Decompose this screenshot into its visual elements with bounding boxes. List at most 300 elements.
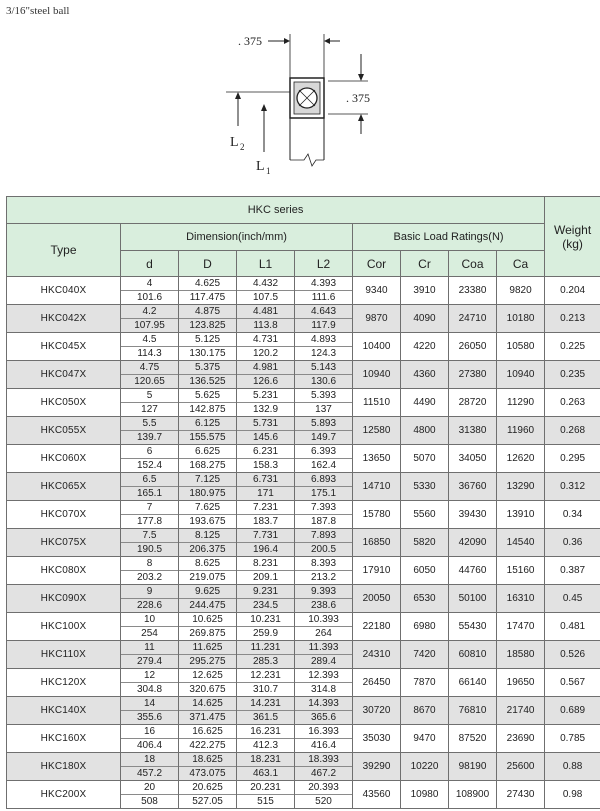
weight-value: 0.34 — [545, 501, 600, 529]
load-rating-Ca: 15160 — [497, 557, 545, 585]
load-rating-Cor: 10400 — [353, 333, 401, 361]
l2-subscript: 2 — [240, 142, 245, 152]
dimension-cell-D — [179, 445, 237, 473]
dimension-mm: 520 — [315, 795, 332, 807]
dimension-cell-L2 — [295, 305, 353, 333]
dimension-cell-d — [121, 417, 179, 445]
bearing-type: HKC140X — [7, 697, 121, 725]
dimension-cell-d — [121, 669, 179, 697]
load-rating-Coa: 87520 — [449, 725, 497, 753]
dimension-inch: 7.893 — [295, 529, 352, 543]
dimension-cell-d — [121, 361, 179, 389]
dimension-mm: 107.5 — [252, 291, 279, 303]
dimension-cell-L1 — [237, 389, 295, 417]
dimension-cell-D — [179, 585, 237, 613]
dimension-cell-L1 — [237, 473, 295, 501]
dimension-inch: 14.625 — [179, 697, 236, 711]
dimension-mm: 117.9 — [311, 319, 336, 331]
dimension-inch: 6.625 — [179, 445, 236, 459]
weight-value: 0.387 — [545, 557, 600, 585]
load-rating-Cor: 39290 — [353, 753, 401, 781]
dimension-cell-L2 — [295, 753, 353, 781]
dimension-inch: 10.625 — [179, 613, 236, 627]
dimension-mm: 206.375 — [189, 543, 226, 555]
bearing-type: HKC110X — [7, 641, 121, 669]
dimension-inch: 4.393 — [295, 277, 352, 291]
dimension-inch: 5.143 — [295, 361, 352, 375]
dimension-cell-L1 — [237, 445, 295, 473]
dimension-mm: 259.9 — [252, 627, 279, 639]
load-rating-Cor: 43560 — [353, 781, 401, 809]
dimension-cell-D — [179, 725, 237, 753]
bearing-type: HKC060X — [7, 445, 121, 473]
dimension-mm: 130.175 — [189, 347, 226, 359]
dimension-mm: 355.6 — [136, 711, 163, 723]
bearing-type: HKC080X — [7, 557, 121, 585]
dimension-cell-L2 — [295, 277, 353, 305]
dimension-mm: 365.6 — [310, 711, 337, 723]
dimension-inch: 6 — [121, 445, 178, 459]
col-header-Cr: Cr — [401, 251, 449, 277]
table-row — [7, 697, 600, 725]
load-rating-Coa: 76810 — [449, 697, 497, 725]
dimension-inch: 5.375 — [179, 361, 236, 375]
dimension-inch: 7 — [121, 501, 178, 515]
load-rating-Cr: 6050 — [401, 557, 449, 585]
dimension-cell-L1 — [237, 277, 295, 305]
dimension-mm: 285.3 — [252, 655, 279, 667]
dimension-inch: 4.481 — [237, 305, 294, 319]
dimension-mm: 117.475 — [189, 291, 226, 303]
bearing-type: HKC065X — [7, 473, 121, 501]
dimension-inch: 4.731 — [237, 333, 294, 347]
dimension-inch: 20.231 — [237, 781, 294, 795]
weight-header: Weight (kg) — [545, 197, 600, 277]
dimension-mm: 269.875 — [189, 627, 226, 639]
table-row — [7, 333, 600, 361]
dimension-cell-L1 — [237, 585, 295, 613]
dimension-inch: 18.625 — [179, 753, 236, 767]
dimension-cell-d — [121, 557, 179, 585]
dimension-mm: 295.275 — [189, 655, 226, 667]
load-rating-Cor: 14710 — [353, 473, 401, 501]
load-rating-Cr: 6980 — [401, 613, 449, 641]
dimension-cell-L1 — [237, 529, 295, 557]
weight-value: 0.295 — [545, 445, 600, 473]
col-header-Coa: Coa — [449, 251, 497, 277]
dimension-mm: 361.5 — [252, 711, 279, 723]
dimension-mm: 165.1 — [136, 487, 163, 499]
dimension-inch: 7.125 — [179, 473, 236, 487]
dimension-inch: 8.125 — [179, 529, 236, 543]
dimension-mm: 175.1 — [310, 487, 337, 499]
dimension-mm: 171 — [257, 487, 274, 499]
dimension-header: Dimension(inch/mm) — [121, 224, 353, 251]
weight-value: 0.88 — [545, 753, 600, 781]
dimension-cell-D — [179, 333, 237, 361]
table-row — [7, 753, 600, 781]
spec-table-body — [7, 277, 600, 809]
load-rating-Ca: 25600 — [497, 753, 545, 781]
weight-value: 0.45 — [545, 585, 600, 613]
dimension-cell-d — [121, 529, 179, 557]
dimension-inch: 5.125 — [179, 333, 236, 347]
dimension-mm: 196.4 — [252, 543, 279, 555]
dimension-mm: 190.5 — [136, 543, 163, 555]
ball-size-caption: 3/16"steel ball — [6, 5, 70, 17]
dimension-cell-L2 — [295, 389, 353, 417]
weight-value: 0.98 — [545, 781, 600, 809]
dimension-mm: 467.2 — [310, 767, 337, 779]
dimension-mm: 187.8 — [310, 515, 337, 527]
bearing-type: HKC180X — [7, 753, 121, 781]
dimension-mm: 137 — [315, 403, 332, 415]
table-row — [7, 389, 600, 417]
dimension-mm: 264 — [315, 627, 332, 639]
load-rating-Coa: 98190 — [449, 753, 497, 781]
dimension-mm: 113.8 — [253, 319, 278, 331]
dimension-mm: 200.5 — [310, 543, 337, 555]
load-rating-Coa: 31380 — [449, 417, 497, 445]
load-rating-Cr: 10980 — [401, 781, 449, 809]
load-rating-Coa: 28720 — [449, 389, 497, 417]
dimension-inch: 4.625 — [179, 277, 236, 291]
bearing-type: HKC042X — [7, 305, 121, 333]
dimension-mm: 152.4 — [136, 459, 163, 471]
hkc-series-spec-table — [6, 196, 600, 809]
load-rating-Cr: 6530 — [401, 585, 449, 613]
dimension-mm: 508 — [141, 795, 158, 807]
dimension-inch: 9.393 — [295, 585, 352, 599]
dimension-inch: 7.393 — [295, 501, 352, 515]
load-rating-Cor: 30720 — [353, 697, 401, 725]
dimension-cell-L1 — [237, 305, 295, 333]
dimension-mm: 155.575 — [189, 431, 226, 443]
series-title: HKC series — [7, 197, 545, 224]
load-rating-Cr: 5070 — [401, 445, 449, 473]
dimension-mm: 320.675 — [189, 683, 226, 695]
dimension-inch: 6.893 — [295, 473, 352, 487]
dimension-mm: 126.6 — [252, 375, 279, 387]
load-rating-Cor: 9870 — [353, 305, 401, 333]
dimension-inch: 18.231 — [237, 753, 294, 767]
dimension-mm: 124.3 — [310, 347, 337, 359]
bearing-cross-section-drawing — [218, 26, 388, 176]
load-rating-Cr: 7870 — [401, 669, 449, 697]
weight-value: 0.213 — [545, 305, 600, 333]
dimension-mm: 213.2 — [310, 571, 337, 583]
dimension-cell-d — [121, 501, 179, 529]
load-rating-Cr: 9470 — [401, 725, 449, 753]
dimension-mm: 114.3 — [137, 347, 162, 359]
bearing-type: HKC100X — [7, 613, 121, 641]
dimension-cell-d — [121, 753, 179, 781]
dimension-mm: 463.1 — [252, 767, 279, 779]
dimension-cell-L1 — [237, 781, 295, 809]
load-rating-Cor: 9340 — [353, 277, 401, 305]
bearing-type: HKC160X — [7, 725, 121, 753]
dimension-mm: 412.3 — [252, 739, 279, 751]
load-rating-Cor: 20050 — [353, 585, 401, 613]
weight-value: 0.235 — [545, 361, 600, 389]
load-rating-Ca: 14540 — [497, 529, 545, 557]
dimension-cell-L1 — [237, 725, 295, 753]
load-rating-Cr: 4490 — [401, 389, 449, 417]
dimension-mm: 203.2 — [136, 571, 163, 583]
l1-subscript: 1 — [266, 166, 271, 176]
dimension-cell-L2 — [295, 361, 353, 389]
dimension-inch: 20 — [121, 781, 178, 795]
dimension-inch: 4.643 — [295, 305, 352, 319]
load-rating-Coa: 60810 — [449, 641, 497, 669]
dimension-mm: 289.4 — [310, 655, 337, 667]
dimension-cell-D — [179, 697, 237, 725]
dimension-mm: 120.2 — [252, 347, 279, 359]
dimension-cell-D — [179, 277, 237, 305]
load-rating-Cor: 24310 — [353, 641, 401, 669]
dimension-cell-L1 — [237, 557, 295, 585]
dimension-cell-d — [121, 641, 179, 669]
load-rating-Cor: 11510 — [353, 389, 401, 417]
dimension-inch: 11.625 — [179, 641, 236, 655]
dimension-mm: 473.075 — [189, 767, 226, 779]
load-rating-Ca: 17470 — [497, 613, 545, 641]
dimension-inch: 12.625 — [179, 669, 236, 683]
load-rating-Coa: 26050 — [449, 333, 497, 361]
load-rating-Coa: 66140 — [449, 669, 497, 697]
dimension-inch: 12 — [121, 669, 178, 683]
dimension-inch: 8.231 — [237, 557, 294, 571]
dimension-mm: 219.075 — [189, 571, 226, 583]
load-rating-Cor: 17910 — [353, 557, 401, 585]
table-row — [7, 501, 600, 529]
dimension-mm: 127 — [141, 403, 158, 415]
col-header-Ca: Ca — [497, 251, 545, 277]
load-rating-Cor: 15780 — [353, 501, 401, 529]
load-rating-Ca: 10180 — [497, 305, 545, 333]
dimension-mm: 422.275 — [189, 739, 226, 751]
dimension-cell-D — [179, 669, 237, 697]
height-dimension-label: . 375 — [346, 91, 370, 105]
dimension-inch: 6.125 — [179, 417, 236, 431]
load-rating-Cor: 35030 — [353, 725, 401, 753]
load-rating-Ca: 12620 — [497, 445, 545, 473]
dimension-inch: 4.2 — [121, 305, 178, 319]
dimension-inch: 4.5 — [121, 333, 178, 347]
dimension-cell-L1 — [237, 613, 295, 641]
dimension-inch: 10.393 — [295, 613, 352, 627]
table-row — [7, 473, 600, 501]
bearing-type: HKC120X — [7, 669, 121, 697]
load-rating-Cor: 16850 — [353, 529, 401, 557]
load-rating-Ca: 19650 — [497, 669, 545, 697]
dimension-cell-L2 — [295, 585, 353, 613]
dimension-mm: 371.475 — [189, 711, 226, 723]
dimension-mm: 136.525 — [189, 375, 226, 387]
weight-value: 0.204 — [545, 277, 600, 305]
load-rating-Ca: 11290 — [497, 389, 545, 417]
bearing-type: HKC200X — [7, 781, 121, 809]
dimension-inch: 6.731 — [237, 473, 294, 487]
dimension-mm: 123.825 — [189, 319, 226, 331]
dimension-cell-L1 — [237, 753, 295, 781]
load-rating-Coa: 23380 — [449, 277, 497, 305]
dimension-mm: 101.6 — [136, 291, 163, 303]
bearing-type: HKC055X — [7, 417, 121, 445]
load-ratings-header: Basic Load Ratings(N) — [353, 224, 545, 251]
dimension-inch: 9 — [121, 585, 178, 599]
dimension-inch: 9.231 — [237, 585, 294, 599]
dimension-mm: 279.4 — [136, 655, 163, 667]
load-rating-Ca: 21740 — [497, 697, 545, 725]
load-rating-Coa: 44760 — [449, 557, 497, 585]
bearing-type: HKC040X — [7, 277, 121, 305]
weight-value: 0.312 — [545, 473, 600, 501]
dimension-cell-d — [121, 305, 179, 333]
load-rating-Cr: 5330 — [401, 473, 449, 501]
weight-value: 0.526 — [545, 641, 600, 669]
weight-value: 0.481 — [545, 613, 600, 641]
col-header-D: D — [179, 251, 237, 277]
dimension-inch: 12.231 — [237, 669, 294, 683]
load-rating-Ca: 9820 — [497, 277, 545, 305]
dimension-cell-L1 — [237, 697, 295, 725]
dimension-cell-d — [121, 389, 179, 417]
dimension-cell-L2 — [295, 417, 353, 445]
load-rating-Cr: 5820 — [401, 529, 449, 557]
dimension-inch: 6.393 — [295, 445, 352, 459]
dimension-mm: 238.6 — [310, 599, 337, 611]
load-rating-Cor: 12580 — [353, 417, 401, 445]
load-rating-Ca: 11960 — [497, 417, 545, 445]
width-dimension-label: . 375 — [238, 34, 262, 48]
bearing-type: HKC070X — [7, 501, 121, 529]
dimension-cell-L1 — [237, 417, 295, 445]
dimension-inch: 11 — [121, 641, 178, 655]
dimension-cell-d — [121, 333, 179, 361]
load-rating-Coa: 27380 — [449, 361, 497, 389]
table-row — [7, 529, 600, 557]
dimension-cell-L2 — [295, 445, 353, 473]
dimension-cell-d — [121, 277, 179, 305]
bearing-type: HKC050X — [7, 389, 121, 417]
dimension-inch: 16.625 — [179, 725, 236, 739]
dimension-cell-d — [121, 697, 179, 725]
dimension-mm: 139.7 — [136, 431, 163, 443]
dimension-cell-L2 — [295, 557, 353, 585]
table-row — [7, 725, 600, 753]
load-rating-Cr: 4800 — [401, 417, 449, 445]
dimension-inch: 6.231 — [237, 445, 294, 459]
dimension-inch: 9.625 — [179, 585, 236, 599]
dimension-inch: 7.5 — [121, 529, 178, 543]
dimension-inch: 4.875 — [179, 305, 236, 319]
bearing-type: HKC075X — [7, 529, 121, 557]
dimension-cell-L2 — [295, 529, 353, 557]
dimension-mm: 162.4 — [310, 459, 337, 471]
dimension-inch: 5.393 — [295, 389, 352, 403]
dimension-cell-L2 — [295, 781, 353, 809]
dimension-cell-L2 — [295, 641, 353, 669]
table-row — [7, 641, 600, 669]
dimension-inch: 16 — [121, 725, 178, 739]
dimension-inch: 20.393 — [295, 781, 352, 795]
dimension-inch: 5 — [121, 389, 178, 403]
load-rating-Ca: 16310 — [497, 585, 545, 613]
load-rating-Ca: 10580 — [497, 333, 545, 361]
dimension-inch: 7.625 — [179, 501, 236, 515]
dimension-cell-L2 — [295, 669, 353, 697]
dimension-cell-L2 — [295, 613, 353, 641]
dimension-cell-d — [121, 781, 179, 809]
table-row — [7, 277, 600, 305]
dimension-inch: 6.5 — [121, 473, 178, 487]
load-rating-Ca: 13910 — [497, 501, 545, 529]
bearing-type: HKC090X — [7, 585, 121, 613]
load-rating-Coa: 34050 — [449, 445, 497, 473]
dimension-mm: 142.875 — [189, 403, 226, 415]
weight-value: 0.225 — [545, 333, 600, 361]
table-row — [7, 669, 600, 697]
dimension-cell-L2 — [295, 501, 353, 529]
dimension-cell-D — [179, 781, 237, 809]
load-rating-Coa: 55430 — [449, 613, 497, 641]
dimension-inch: 10 — [121, 613, 178, 627]
dimension-inch: 8.393 — [295, 557, 352, 571]
dimension-cell-L2 — [295, 725, 353, 753]
dimension-inch: 16.393 — [295, 725, 352, 739]
dimension-mm: 168.275 — [189, 459, 226, 471]
load-rating-Cor: 26450 — [353, 669, 401, 697]
dimension-cell-D — [179, 613, 237, 641]
dimension-cell-L1 — [237, 361, 295, 389]
table-row — [7, 417, 600, 445]
load-rating-Cor: 13650 — [353, 445, 401, 473]
table-row — [7, 585, 600, 613]
load-rating-Cor: 10940 — [353, 361, 401, 389]
dimension-inch: 5.893 — [295, 417, 352, 431]
dimension-cell-L2 — [295, 697, 353, 725]
col-header-d: d — [121, 251, 179, 277]
dimension-inch: 4.893 — [295, 333, 352, 347]
load-rating-Ca: 10940 — [497, 361, 545, 389]
table-row — [7, 361, 600, 389]
table-row — [7, 613, 600, 641]
dimension-cell-L1 — [237, 333, 295, 361]
load-rating-Cr: 3910 — [401, 277, 449, 305]
load-rating-Coa: 42090 — [449, 529, 497, 557]
dimension-cell-d — [121, 473, 179, 501]
dimension-mm: 234.5 — [252, 599, 279, 611]
dimension-mm: 158.3 — [252, 459, 279, 471]
dimension-mm: 120.65 — [134, 375, 165, 387]
dimension-inch: 4.981 — [237, 361, 294, 375]
dimension-mm: 149.7 — [310, 431, 337, 443]
dimension-inch: 20.625 — [179, 781, 236, 795]
load-rating-Cor: 22180 — [353, 613, 401, 641]
dimension-mm: 145.6 — [252, 431, 279, 443]
dimension-inch: 4 — [121, 277, 178, 291]
load-rating-Cr: 8670 — [401, 697, 449, 725]
dimension-cell-L1 — [237, 669, 295, 697]
dimension-mm: 310.7 — [252, 683, 279, 695]
table-row — [7, 557, 600, 585]
l1-label: L — [256, 159, 265, 174]
weight-value: 0.268 — [545, 417, 600, 445]
dimension-mm: 111.6 — [311, 291, 336, 303]
weight-value: 0.689 — [545, 697, 600, 725]
load-rating-Cr: 4090 — [401, 305, 449, 333]
